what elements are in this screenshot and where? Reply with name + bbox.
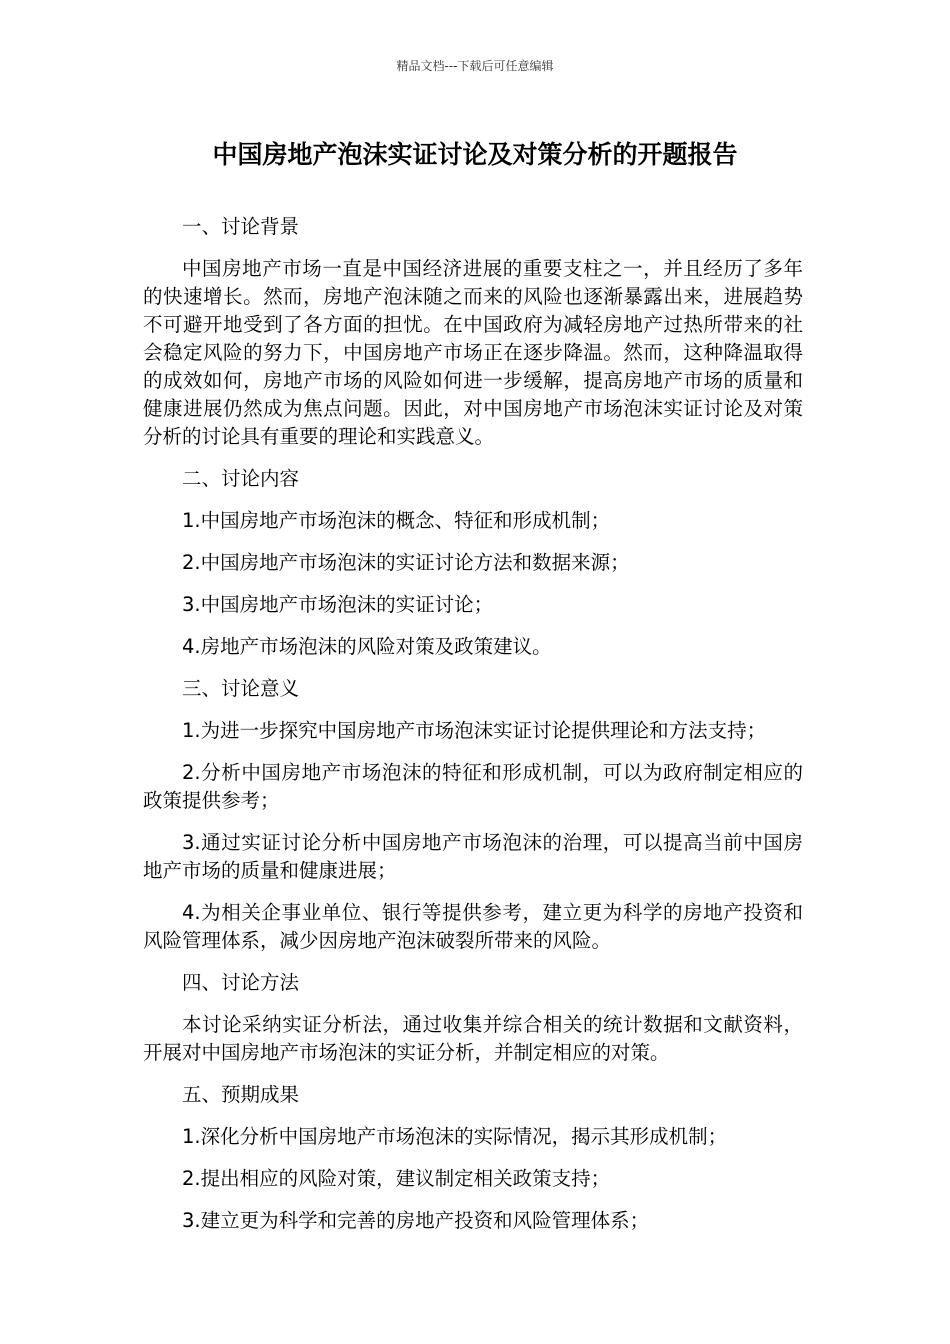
section-heading-significance: 三、讨论意义 bbox=[182, 677, 300, 700]
outcome-item-3: 3.建立更为科学和完善的房地产投资和风险管理体系； bbox=[182, 1209, 650, 1232]
content-item-2: 2.中国房地产市场泡沫的实证讨论方法和数据来源； bbox=[182, 551, 630, 574]
page-header: 精品文档---下载后可任意编辑 bbox=[396, 59, 554, 73]
background-paragraph: 中国房地产市场一直是中国经济进展的重要支柱之一，并且经历了多年的快速增长。然而，房地产泡沫随之而来的风险也逐渐暴露出来，进展趋势不可避开地受到了各方面的担忧。在中国政府为减轻房地产过热所带来的社会稳定风险的努力下，中国房地产市场正在逐步降温。然而，这种降温取得的成效如何，房地产市场的风险如何进一步缓解，提高房地产市场的质量和健康进展仍然成为焦点问题。因此，对中国房地产市场泡沫实证讨论及对策分析的讨论具有重要的理论和实践意义。 bbox=[143, 257, 803, 448]
section-heading-content: 二、讨论内容 bbox=[182, 467, 300, 490]
significance-item-3: 3.通过实证讨论分析中国房地产市场泡沫的治理，可以提高当前中国房地产市场的质量和健康进展； bbox=[143, 831, 803, 882]
significance-item-2: 2.分析中国房地产市场泡沫的特征和形成机制，可以为政府制定相应的政策提供参考； bbox=[143, 761, 803, 812]
section-heading-outcomes: 五、预期成果 bbox=[182, 1083, 300, 1106]
outcome-item-1: 1.深化分析中国房地产市场泡沫的实际情况，揭示其形成机制； bbox=[182, 1125, 728, 1148]
content-item-1: 1.中国房地产市场泡沫的概念、特征和形成机制； bbox=[182, 509, 611, 532]
document-title: 中国房地产泡沫实证讨论及对策分析的开题报告 bbox=[212, 140, 738, 169]
method-paragraph: 本讨论采纳实证分析法，通过收集并综合相关的统计数据和文献资料，开展对中国房地产市场泡沫的实证分析，并制定相应的对策。 bbox=[143, 1013, 803, 1064]
significance-item-1: 1.为进一步探究中国房地产市场泡沫实证讨论提供理论和方法支持； bbox=[182, 719, 767, 742]
section-heading-method: 四、讨论方法 bbox=[182, 971, 300, 994]
document-body bbox=[143, 213, 803, 1249]
content-item-4: 4.房地产市场泡沫的风险对策及政策建议。 bbox=[182, 635, 552, 658]
outcome-item-2: 2.提出相应的风险对策，建议制定相关政策支持； bbox=[182, 1167, 611, 1190]
section-heading-background: 一、讨论背景 bbox=[182, 215, 300, 238]
content-item-3: 3.中国房地产市场泡沫的实证讨论； bbox=[182, 593, 494, 616]
significance-item-4: 4.为相关企事业单位、银行等提供参考，建立更为科学的房地产投资和风险管理体系，减少因房地产泡沫破裂所带来的风险。 bbox=[143, 901, 803, 952]
